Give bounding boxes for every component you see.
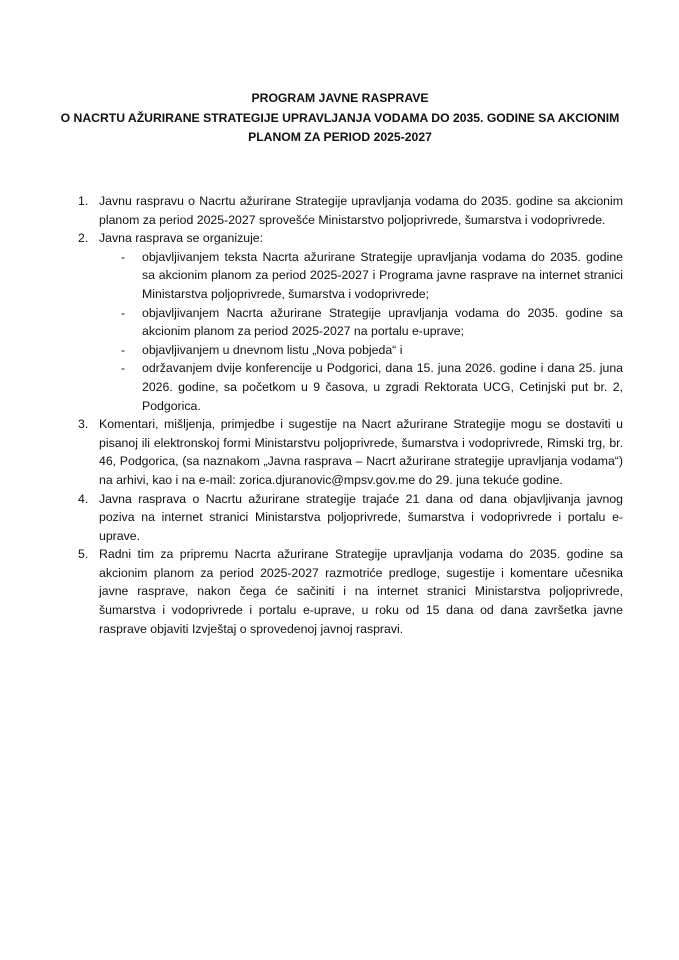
document-title (40, 89, 640, 148)
item-text: Javnu raspravu o Nacrtu ažurirane Strategije upravljanja vodama do 2035. godine sa akcionim planom za period 2025-2027 sprovešće Ministarstvo poljoprivrede, šumarstva i vodoprivrede. (99, 194, 623, 227)
item-number: 3. (78, 417, 89, 432)
list-item-4 (78, 490, 623, 546)
list-item-1 (78, 192, 623, 229)
item-number: 4. (78, 491, 89, 506)
list-item-5 (78, 545, 623, 638)
item-number: 5. (78, 547, 89, 562)
organization-sublist (99, 248, 623, 415)
program-list (78, 192, 623, 638)
title-line-2: O NACRTU AŽURIRANE STRATEGIJE UPRAVLJANJA VODAMA DO 2035. GODINE SA AKCIONIM (60, 110, 620, 125)
list-item-2 (78, 229, 623, 415)
item-text: Radni tim za pripremu Nacrta ažurirane Strategije upravljanja vodama do 2035. godine sa akcionim planom za period 2025-2027 razmotriće predloge, sugestije i komentare učesnika javne rasprave, nakon čega će sačiniti i na internet stranici Ministarstva poljoprivrede, šumarstva i vodoprivrede i portalu e-uprave, u roku od 15 dana od dana završetka javne rasprave objaviti Izvještaj o sprovedenoj javnoj raspravi. (99, 547, 623, 636)
item-text: Javna rasprava o Nacrtu ažurirane strategije trajaće 21 dana od dana objavljivanja javnog poziva na internet stranici Ministarstva poljoprivrede, šumarstva i vodoprivrede i portalu e-uprave. (99, 491, 623, 543)
dash-bullet: - (121, 342, 126, 357)
item-text: Javna rasprava se organizuje: (99, 231, 264, 246)
dash-bullet: - (121, 249, 126, 264)
sublist-item-2 (99, 304, 623, 341)
sublist-item-3 (99, 341, 623, 360)
title-line-1: PROGRAM JAVNE RASPRAVE (251, 91, 429, 105)
sublist-item-4 (99, 359, 623, 415)
sublist-item-1 (99, 248, 623, 304)
sublist-item-text: održavanjem dvije konferencije u Podgorici, dana 15. juna 2026. godine i dana 25. juna 2026. godine, sa početkom u 9 časova, u zgradi Rektorata UCG, Cetinjski put br. 2, Podgorica. (142, 361, 623, 413)
sublist-item-text: objavljivanjem u dnevnom listu „Nova pobjeda“ i (142, 342, 403, 357)
item-number: 1. (78, 194, 89, 208)
dash-bullet: - (121, 305, 126, 320)
sublist-item-text: objavljivanjem teksta Nacrta ažurirane Strategije upravljanja vodama do 2035. godine sa akcionim planom za period 2025-2027 i Programa javne rasprave na internet stranici Ministarstva poljoprivrede, šumarstva i vodoprivrede; (142, 249, 623, 301)
title-line-3: PLANOM ZA PERIOD 2025-2027 (248, 130, 432, 144)
item-number: 2. (78, 231, 89, 246)
item-text: Komentari, mišljenja, primjedbe i sugestije na Nacrt ažurirane Strategije mogu se dostaviti u pisanoj ili elektronskoj formi Ministarstvu poljoprivrede, šumarstva i vodoprivrede, Rimski trg, br. 46, Podgorica, (sa naznakom „Javna rasprava – Nacrt ažurirane strategije upravljanja vodama“) na arhivi, kao i na e-mail: zorica.djuranovic@mpsv.gov.me do 29. juna tekuće godine. (99, 417, 623, 487)
list-item-3 (78, 415, 623, 489)
sublist-item-text: objavljivanjem Nacrta ažurirane Strategije upravljanja vodama do 2035. godine sa akcionim planom za period 2025-2027 na portalu e-uprave; (142, 305, 623, 339)
dash-bullet: - (121, 361, 126, 376)
